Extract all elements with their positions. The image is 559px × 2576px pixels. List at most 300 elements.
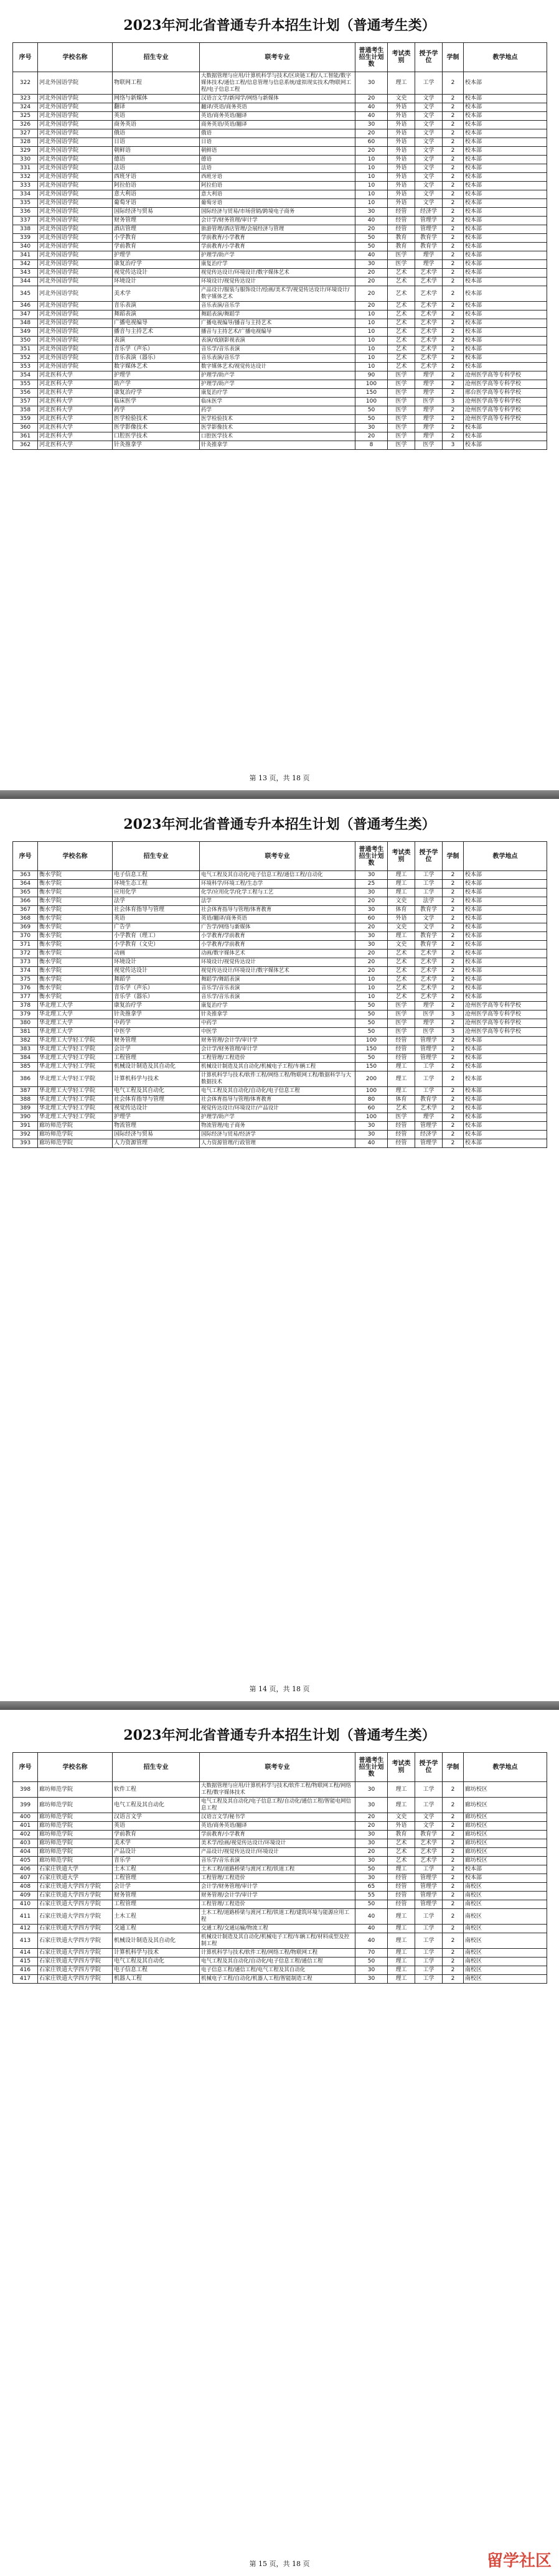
table-row xyxy=(13,1104,547,1113)
location-cell: 廊坊校区 xyxy=(464,1782,547,1798)
exam-category-cell: 艺术 xyxy=(388,1857,415,1865)
duration-cell: 2 xyxy=(443,1002,464,1010)
degree-cell: 教育学 xyxy=(415,906,443,915)
exam-category-cell: 医学 xyxy=(388,1113,415,1122)
exam-category-cell: 经管 xyxy=(388,1037,415,1045)
degree-cell: 管理学 xyxy=(415,1874,443,1883)
location-cell: 校本部 xyxy=(464,129,547,138)
school-name-cell: 河北外国语学院 xyxy=(38,95,113,103)
location-cell: 校本部 xyxy=(464,234,547,243)
major-cell: 国际经济与贸易 xyxy=(113,208,200,217)
degree-cell: 理学 xyxy=(415,371,443,380)
table-row xyxy=(13,889,547,897)
joint-majors-cell: 学前教育/小学教育 xyxy=(200,234,355,243)
major-cell: 针灸推拿学 xyxy=(113,1010,200,1019)
table-row xyxy=(13,1892,547,1900)
exam-category-cell: 艺术 xyxy=(388,345,415,354)
joint-majors-cell: 日语 xyxy=(200,138,355,147)
column-header: 联考专业 xyxy=(200,842,355,871)
school-name-cell: 衡水学院 xyxy=(38,967,113,976)
table-row xyxy=(13,371,547,380)
row-number-cell: 326 xyxy=(13,121,38,129)
row-number-cell: 336 xyxy=(13,208,38,217)
location-cell: 校本部 xyxy=(464,1071,547,1087)
table-row xyxy=(13,243,547,251)
joint-majors-cell: 物流管理/电子商务 xyxy=(200,1122,355,1131)
joint-majors-cell: 广播电视编导/播音与主持艺术 xyxy=(200,319,355,328)
exam-category-cell: 艺术 xyxy=(388,337,415,345)
page-divider xyxy=(0,1701,559,1710)
table-row xyxy=(13,363,547,371)
quota-cell: 30 xyxy=(355,1782,388,1798)
school-name-cell: 廊坊师范学院 xyxy=(38,1122,113,1131)
table-row xyxy=(13,1002,547,1010)
degree-cell: 理学 xyxy=(415,406,443,415)
table-row xyxy=(13,1045,547,1054)
school-name-cell: 廊坊师范学院 xyxy=(38,1822,113,1831)
quota-cell: 50 xyxy=(355,1002,388,1010)
major-cell: 助产学 xyxy=(113,380,200,389)
location-cell: 沧州医学高等专科学校 xyxy=(464,1028,547,1037)
column-header: 教学地点 xyxy=(464,1753,547,1782)
major-cell: 财务管理 xyxy=(113,1037,200,1045)
school-name-cell: 华北理工大学 xyxy=(38,1002,113,1010)
table-row xyxy=(13,976,547,984)
school-name-cell: 河北外国语学院 xyxy=(38,260,113,269)
document-page xyxy=(0,799,559,1701)
table-row xyxy=(13,941,547,950)
duration-cell: 2 xyxy=(443,345,464,354)
exam-category-cell: 医学 xyxy=(388,1019,415,1028)
location-cell: 邢台医学高等专科学校 xyxy=(464,389,547,398)
table-body xyxy=(13,871,547,1148)
duration-cell: 2 xyxy=(443,950,464,958)
row-number-cell: 328 xyxy=(13,138,38,147)
location-cell: 校本部 xyxy=(464,1113,547,1122)
exam-category-cell: 艺术 xyxy=(388,363,415,371)
school-name-cell: 华北理工大学轻工学院 xyxy=(38,1113,113,1122)
joint-majors-cell: 英语/翻译/商务英语 xyxy=(200,915,355,923)
major-cell: 临床医学 xyxy=(113,398,200,406)
major-cell: 西班牙语 xyxy=(113,173,200,182)
table-row xyxy=(13,1087,547,1096)
joint-majors-cell: 音乐学/音乐表演 xyxy=(200,993,355,1002)
duration-cell: 2 xyxy=(443,1975,464,1984)
location-cell: 廊坊校区 xyxy=(464,1857,547,1865)
school-name-cell: 衡水学院 xyxy=(38,984,113,993)
enrollment-table xyxy=(12,841,547,1148)
school-name-cell: 廊坊师范学院 xyxy=(38,1782,113,1798)
row-number-cell: 380 xyxy=(13,1019,38,1028)
joint-majors-cell: 美术学/绘画/视觉传达设计/环境设计 xyxy=(200,1839,355,1848)
table-row xyxy=(13,932,547,941)
degree-cell: 管理学 xyxy=(415,1054,443,1063)
exam-category-cell: 医学 xyxy=(388,389,415,398)
row-number-cell: 403 xyxy=(13,1839,38,1848)
document-page xyxy=(0,1710,559,2576)
table-row xyxy=(13,1975,547,1984)
major-cell: 康复治疗学 xyxy=(113,260,200,269)
school-name-cell: 河北外国语学院 xyxy=(38,310,113,319)
duration-cell: 2 xyxy=(443,1037,464,1045)
location-cell: 校本部 xyxy=(464,1096,547,1104)
table-header-row xyxy=(13,842,547,871)
school-name-cell: 河北外国语学院 xyxy=(38,243,113,251)
duration-cell: 2 xyxy=(443,897,464,906)
joint-majors-cell: 舞蹈表演/舞蹈学 xyxy=(200,310,355,319)
degree-cell: 教育学 xyxy=(415,1831,443,1839)
degree-cell: 工学 xyxy=(415,1798,443,1813)
school-name-cell: 河北外国语学院 xyxy=(38,234,113,243)
duration-cell: 2 xyxy=(443,129,464,138)
school-name-cell: 华北理工大学 xyxy=(38,1019,113,1028)
table-row xyxy=(13,1813,547,1822)
table-row xyxy=(13,1122,547,1131)
table-row xyxy=(13,1782,547,1798)
joint-majors-cell: 英语/商务英语/翻译 xyxy=(200,1822,355,1831)
exam-category-cell: 外语 xyxy=(388,147,415,156)
row-number-cell: 411 xyxy=(13,1909,38,1925)
location-cell: 廊坊校区 xyxy=(464,1822,547,1831)
location-cell: 校本部 xyxy=(464,345,547,354)
degree-cell: 艺术学 xyxy=(415,984,443,993)
school-name-cell: 石家庄铁道大学四方学院 xyxy=(38,1900,113,1909)
column-header: 学校名称 xyxy=(38,1753,113,1782)
table-row xyxy=(13,251,547,260)
location-cell: 校本部 xyxy=(464,251,547,260)
exam-category-cell: 理工 xyxy=(388,932,415,941)
school-name-cell: 河北外国语学院 xyxy=(38,251,113,260)
quota-cell: 30 xyxy=(355,1975,388,1984)
joint-majors-cell: 旅游管理/酒店管理/会展经济与管理 xyxy=(200,225,355,234)
school-name-cell: 河北外国语学院 xyxy=(38,363,113,371)
major-cell: 日语 xyxy=(113,138,200,147)
major-cell: 数字媒体艺术 xyxy=(113,363,200,371)
exam-category-cell: 医学 xyxy=(388,398,415,406)
table-row xyxy=(13,1798,547,1813)
watermark-logo: 留学社区 xyxy=(486,2552,552,2570)
school-name-cell: 河北外国语学院 xyxy=(38,190,113,199)
school-name-cell: 衡水学院 xyxy=(38,880,113,889)
degree-cell: 文学 xyxy=(415,103,443,112)
school-name-cell: 河北外国语学院 xyxy=(38,72,113,95)
school-name-cell: 河北外国语学院 xyxy=(38,328,113,337)
school-name-cell: 河北外国语学院 xyxy=(38,225,113,234)
location-cell: 校本部 xyxy=(464,278,547,286)
exam-category-cell: 艺术 xyxy=(388,1839,415,1848)
school-name-cell: 河北医科大学 xyxy=(38,432,113,441)
table-row xyxy=(13,1874,547,1883)
degree-cell: 医学 xyxy=(415,1010,443,1019)
location-cell: 校本部 xyxy=(464,1063,547,1071)
quota-cell: 20 xyxy=(355,269,388,278)
school-name-cell: 廊坊师范学院 xyxy=(38,1131,113,1139)
exam-category-cell: 艺术 xyxy=(388,976,415,984)
joint-majors-cell: 临床医学 xyxy=(200,398,355,406)
degree-cell: 艺术学 xyxy=(415,354,443,363)
quota-cell: 20 xyxy=(355,967,388,976)
row-number-cell: 401 xyxy=(13,1822,38,1831)
major-cell: 音乐学（声乐） xyxy=(113,984,200,993)
exam-category-cell: 外语 xyxy=(388,199,415,208)
duration-cell: 2 xyxy=(443,415,464,424)
major-cell: 音乐表演 xyxy=(113,302,200,310)
location-cell: 校本部 xyxy=(464,302,547,310)
quota-cell: 30 xyxy=(355,260,388,269)
table-row xyxy=(13,302,547,310)
major-cell: 学前教育 xyxy=(113,1831,200,1839)
quota-cell: 50 xyxy=(355,1019,388,1028)
joint-majors-cell: 电气工程及其自动化/自动化/电子信息工程 xyxy=(200,1087,355,1096)
location-cell: 校本部 xyxy=(464,225,547,234)
exam-category-cell: 理工 xyxy=(388,1925,415,1933)
location-cell: 校本部 xyxy=(464,976,547,984)
duration-cell: 2 xyxy=(443,363,464,371)
duration-cell: 2 xyxy=(443,217,464,225)
row-number-cell: 337 xyxy=(13,217,38,225)
duration-cell: 2 xyxy=(443,1822,464,1831)
column-header: 序号 xyxy=(13,842,38,871)
exam-category-cell: 医学 xyxy=(388,441,415,450)
degree-cell: 管理学 xyxy=(415,1892,443,1900)
degree-cell: 工学 xyxy=(415,1087,443,1096)
major-cell: 计算机科学与技术 xyxy=(113,1071,200,1087)
quota-cell: 20 xyxy=(355,897,388,906)
duration-cell: 2 xyxy=(443,1892,464,1900)
table-row xyxy=(13,915,547,923)
row-number-cell: 378 xyxy=(13,1002,38,1010)
table-row xyxy=(13,1949,547,1958)
column-header: 普通考生招生计划数 xyxy=(355,43,388,72)
location-cell: 校本部 xyxy=(464,260,547,269)
quota-cell: 70 xyxy=(355,1949,388,1958)
quota-cell: 20 xyxy=(355,1813,388,1822)
school-name-cell: 廊坊师范学院 xyxy=(38,1831,113,1839)
exam-category-cell: 教育 xyxy=(388,243,415,251)
exam-category-cell: 经管 xyxy=(388,1874,415,1883)
degree-cell: 艺术学 xyxy=(415,1839,443,1848)
degree-cell: 工学 xyxy=(415,1966,443,1975)
degree-cell: 文学 xyxy=(415,147,443,156)
degree-cell: 理学 xyxy=(415,1019,443,1028)
row-number-cell: 386 xyxy=(13,1071,38,1087)
quota-cell: 100 xyxy=(355,1087,388,1096)
location-cell: 校本部 xyxy=(464,889,547,897)
quota-cell: 40 xyxy=(355,1909,388,1925)
school-name-cell: 河北外国语学院 xyxy=(38,319,113,328)
exam-category-cell: 文史 xyxy=(388,95,415,103)
row-number-cell: 334 xyxy=(13,190,38,199)
degree-cell: 管理学 xyxy=(415,1037,443,1045)
quota-cell: 10 xyxy=(355,164,388,173)
location-cell: 校本部 xyxy=(464,182,547,190)
major-cell: 英语 xyxy=(113,112,200,121)
exam-category-cell: 医学 xyxy=(388,371,415,380)
row-number-cell: 325 xyxy=(13,112,38,121)
row-number-cell: 363 xyxy=(13,871,38,880)
degree-cell: 法学 xyxy=(415,897,443,906)
degree-cell: 教育学 xyxy=(415,932,443,941)
column-header: 考试类别 xyxy=(388,1753,415,1782)
school-name-cell: 华北理工大学轻工学院 xyxy=(38,1071,113,1087)
duration-cell: 2 xyxy=(443,103,464,112)
school-name-cell: 石家庄铁道大学四方学院 xyxy=(38,1933,113,1949)
duration-cell: 2 xyxy=(443,1071,464,1087)
quota-cell: 10 xyxy=(355,976,388,984)
joint-majors-cell: 视觉传达设计/环境设计/产品设计 xyxy=(200,1104,355,1113)
degree-cell: 文学 xyxy=(415,190,443,199)
page-footer: 第 13 页，共 18 页 xyxy=(249,774,310,782)
quota-cell: 20 xyxy=(355,432,388,441)
column-header: 授予学位 xyxy=(415,1753,443,1782)
row-number-cell: 370 xyxy=(13,932,38,941)
degree-cell: 文学 xyxy=(415,1822,443,1831)
location-cell: 校本部 xyxy=(464,354,547,363)
degree-cell: 艺术学 xyxy=(415,958,443,967)
location-cell: 廊坊校区 xyxy=(464,1813,547,1822)
degree-cell: 文学 xyxy=(415,915,443,923)
row-number-cell: 347 xyxy=(13,310,38,319)
table-row xyxy=(13,225,547,234)
table-row xyxy=(13,1063,547,1071)
location-cell: 沧州医学高等专科学校 xyxy=(464,371,547,380)
row-number-cell: 383 xyxy=(13,1045,38,1054)
exam-category-cell: 理工 xyxy=(388,871,415,880)
major-cell: 音乐学 xyxy=(113,1857,200,1865)
school-name-cell: 华北理工大学轻工学院 xyxy=(38,1104,113,1113)
exam-category-cell: 外语 xyxy=(388,112,415,121)
major-cell: 意大利语 xyxy=(113,190,200,199)
table-row xyxy=(13,871,547,880)
major-cell: 小学教育（理工） xyxy=(113,932,200,941)
degree-cell: 工学 xyxy=(415,880,443,889)
duration-cell: 2 xyxy=(443,976,464,984)
table-row xyxy=(13,310,547,319)
table-row xyxy=(13,1071,547,1087)
degree-cell: 艺术学 xyxy=(415,976,443,984)
table-row xyxy=(13,260,547,269)
exam-category-cell: 外语 xyxy=(388,1822,415,1831)
school-name-cell: 衡水学院 xyxy=(38,923,113,932)
exam-category-cell: 艺术 xyxy=(388,269,415,278)
joint-majors-cell: 医学检验技术 xyxy=(200,415,355,424)
school-name-cell: 华北理工大学轻工学院 xyxy=(38,1037,113,1045)
exam-category-cell: 医学 xyxy=(388,432,415,441)
location-cell: 南校区 xyxy=(464,1909,547,1925)
table-row xyxy=(13,319,547,328)
table-row xyxy=(13,199,547,208)
major-cell: 汉语言文学 xyxy=(113,1813,200,1822)
major-cell: 工程管理 xyxy=(113,1900,200,1909)
degree-cell: 艺术学 xyxy=(415,337,443,345)
row-number-cell: 331 xyxy=(13,164,38,173)
school-name-cell: 衡水学院 xyxy=(38,941,113,950)
degree-cell: 工学 xyxy=(415,72,443,95)
location-cell: 校本部 xyxy=(464,121,547,129)
page-footer: 第 14 页，共 18 页 xyxy=(249,1685,310,1693)
exam-category-cell: 医学 xyxy=(388,1028,415,1037)
exam-category-cell: 经管 xyxy=(388,1045,415,1054)
degree-cell: 艺术学 xyxy=(415,1104,443,1113)
location-cell: 校本部 xyxy=(464,72,547,95)
row-number-cell: 356 xyxy=(13,389,38,398)
duration-cell: 2 xyxy=(443,984,464,993)
major-cell: 环境生态工程 xyxy=(113,880,200,889)
location-cell: 校本部 xyxy=(464,1122,547,1131)
location-cell: 校本部 xyxy=(464,1087,547,1096)
duration-cell: 2 xyxy=(443,1839,464,1848)
quota-cell: 65 xyxy=(355,1883,388,1892)
school-name-cell: 衡水学院 xyxy=(38,897,113,906)
table-row xyxy=(13,906,547,915)
duration-cell: 3 xyxy=(443,1028,464,1037)
major-cell: 针灸推拿学 xyxy=(113,441,200,450)
column-header: 授予学位 xyxy=(415,842,443,871)
major-cell: 产品设计 xyxy=(113,1848,200,1857)
major-cell: 商务英语 xyxy=(113,121,200,129)
major-cell: 环境设计 xyxy=(113,278,200,286)
location-cell: 校本部 xyxy=(464,1131,547,1139)
quota-cell: 10 xyxy=(355,337,388,345)
joint-majors-cell: 汉语言文学/新闻学/网络与新媒体 xyxy=(200,95,355,103)
exam-category-cell: 外语 xyxy=(388,138,415,147)
joint-majors-cell: 工程管理/工程造价 xyxy=(200,1054,355,1063)
duration-cell: 2 xyxy=(443,915,464,923)
column-header: 招生专业 xyxy=(113,43,200,72)
location-cell: 校本部 xyxy=(464,112,547,121)
major-cell: 德语 xyxy=(113,156,200,164)
quota-cell: 40 xyxy=(355,251,388,260)
major-cell: 环境设计 xyxy=(113,958,200,967)
quota-cell: 50 xyxy=(355,1958,388,1966)
major-cell: 土木工程 xyxy=(113,1865,200,1874)
quota-cell: 100 xyxy=(355,1037,388,1045)
school-name-cell: 河北医科大学 xyxy=(38,389,113,398)
degree-cell: 艺术学 xyxy=(415,363,443,371)
row-number-cell: 346 xyxy=(13,302,38,310)
quota-cell: 30 xyxy=(355,72,388,95)
major-cell: 美术学 xyxy=(113,286,200,302)
location-cell: 校本部 xyxy=(464,328,547,337)
school-name-cell: 石家庄铁道大学四方学院 xyxy=(38,1975,113,1984)
row-number-cell: 405 xyxy=(13,1857,38,1865)
table-row xyxy=(13,156,547,164)
quota-cell: 10 xyxy=(355,182,388,190)
duration-cell: 2 xyxy=(443,1831,464,1839)
joint-majors-cell: 中药学 xyxy=(200,1019,355,1028)
school-name-cell: 衡水学院 xyxy=(38,958,113,967)
column-header: 序号 xyxy=(13,43,38,72)
row-number-cell: 414 xyxy=(13,1949,38,1958)
exam-category-cell: 理工 xyxy=(388,1087,415,1096)
exam-category-cell: 教育 xyxy=(388,234,415,243)
table-row xyxy=(13,1865,547,1874)
row-number-cell: 357 xyxy=(13,398,38,406)
school-name-cell: 华北理工大学轻工学院 xyxy=(38,1087,113,1096)
joint-majors-cell: 环境设计/视觉传达设计 xyxy=(200,958,355,967)
quota-cell: 30 xyxy=(355,941,388,950)
school-name-cell: 衡水学院 xyxy=(38,915,113,923)
duration-cell: 2 xyxy=(443,406,464,415)
row-number-cell: 333 xyxy=(13,182,38,190)
joint-majors-cell: 动画/数字媒体艺术 xyxy=(200,950,355,958)
duration-cell: 2 xyxy=(443,72,464,95)
joint-majors-cell: 中医学 xyxy=(200,1028,355,1037)
table-row xyxy=(13,1883,547,1892)
row-number-cell: 329 xyxy=(13,147,38,156)
location-cell: 校本部 xyxy=(464,208,547,217)
joint-majors-cell: 康复治疗学 xyxy=(200,1002,355,1010)
